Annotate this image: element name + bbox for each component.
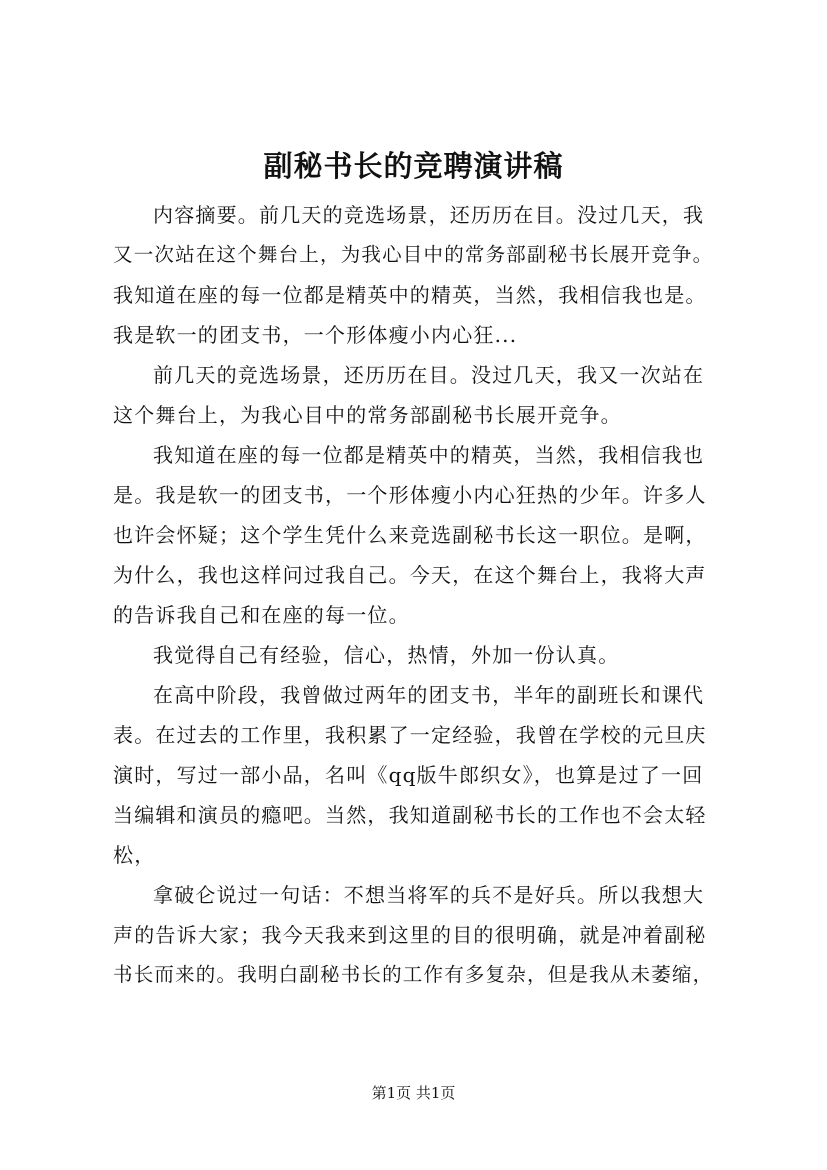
- text-line: 也许会怀疑；这个学生凭什么来竞选副秘书长这一职位。是啊，: [113, 523, 707, 547]
- text-line: 又一次站在这个舞台上，为我心目中的常务部副秘书长展开竞争。: [113, 243, 714, 266]
- text-line: 内容摘要。前几天的竞选场景，还历历在目。没过几天，我: [153, 203, 705, 227]
- paragraph-6: [113, 875, 725, 995]
- text-line: 当编辑和演员的瘾吧。当然，我知道副秘书长的工作也不会太轻: [113, 803, 707, 827]
- text-line: 我是软一的团支书，一个形体瘦小内心狂...: [113, 323, 518, 347]
- text-line: 表。在过去的工作里，我积累了一定经验，我曾在学校的元旦庆: [113, 723, 707, 747]
- text-line: 声的告诉大家；我今天我来到这里的目的很明确，就是冲着副秘: [113, 923, 707, 947]
- text-line: 我觉得自己有经验，信心，热情，外加一份认真。: [153, 643, 620, 667]
- text-line: 是。我是软一的团支书，一个形体瘦小内心狂热的少年。许多人: [113, 483, 707, 507]
- text-line: 松，: [113, 843, 156, 867]
- text-line: 我知道在座的每一位都是精英中的精英，当然，我相信我也是。: [113, 283, 707, 307]
- text-line: 为什么，我也这样问过我自己。今天，在这个舞台上，我将大声: [113, 563, 707, 587]
- text-line: 前几天的竞选场景，还历历在目。没过几天，我又一次站在: [153, 363, 705, 387]
- paragraph-5: [113, 675, 725, 875]
- paragraph-2: [113, 355, 725, 435]
- paragraph-4: [113, 635, 725, 675]
- text-line: 书长而来的。我明白副秘书长的工作有多复杂，但是我从未萎缩，: [113, 963, 714, 986]
- text-line: 这个舞台上，为我心目中的常务部副秘书长展开竞争。: [113, 403, 622, 427]
- text-line: 我知道在座的每一位都是精英中的精英，当然，我相信我也: [153, 443, 705, 467]
- text-line: 拿破仑说过一句话：不想当将军的兵不是好兵。所以我想大: [153, 883, 705, 907]
- document-title: 副秘书长的竞聘演讲稿: [263, 149, 564, 183]
- text-line: 在高中阶段，我曾做过两年的团支书，半年的副班长和课代: [153, 683, 705, 707]
- paragraph-3: [113, 435, 725, 635]
- paragraph-1: [113, 195, 725, 355]
- text-line: 的告诉我自己和在座的每一位。: [113, 603, 410, 627]
- text-line: 演时，写过一部小品，名叫《qq版牛郎织女》，也算是过了一回: [113, 763, 704, 787]
- document-body: [113, 195, 725, 995]
- page-footer: 第1页 共1页: [371, 1084, 456, 1102]
